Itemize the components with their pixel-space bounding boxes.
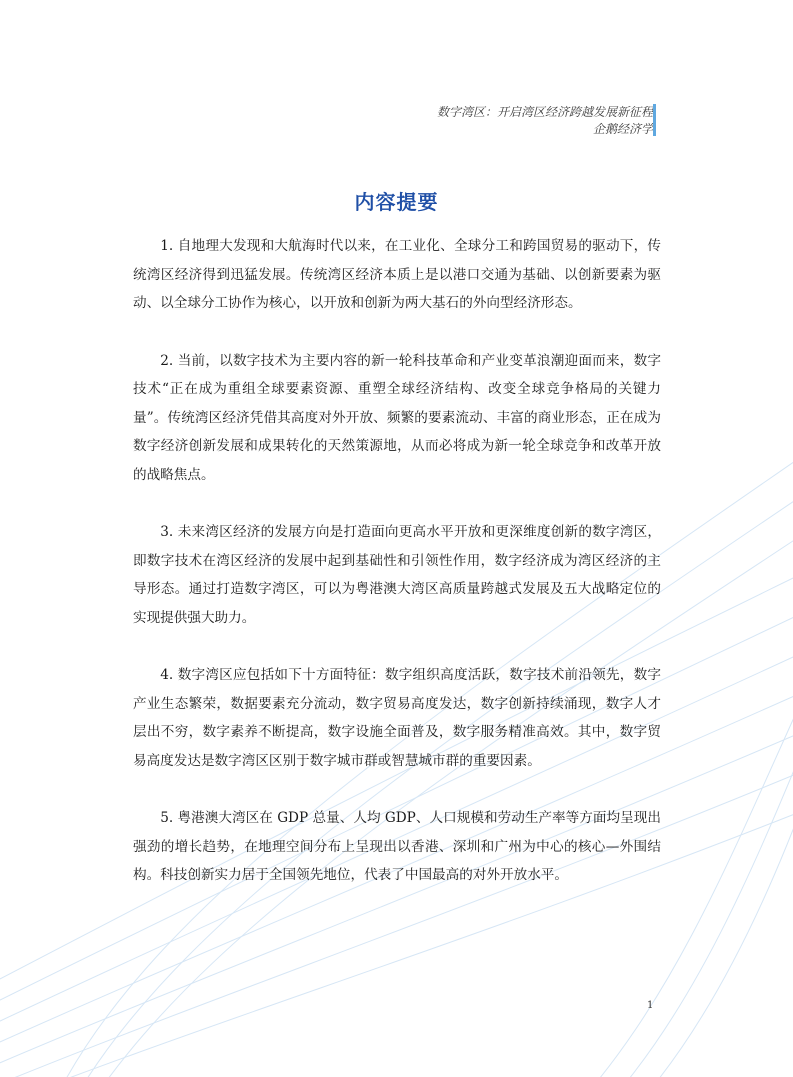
- summary-paragraph-4: 4. 数字湾区应包括如下十方面特征：数字组织高度活跃，数字技术前沿领先，数字产业生态繁荣，数据要素充分流动，数字贸易高度发达，数字创新持续涌现，数字人才层出不穷，数字素养不断提高，数字设施全面普及，数字服务精准高效。其中，数字贸易高度发达是数字湾区区别于数字城市群或智慧城市群的重要因素。: [133, 667, 661, 769]
- summary-paragraph-2: 2. 当前，以数字技术为主要内容的新一轮科技革命和产业变革浪潮迎面而来，数字技术“正在成为重组全球要素资源、重塑全球经济结构、改变全球竞争格局的关键力量”。传统湾区经济凭借其高度对外开放、频繁的要素流动、丰富的商业形态，正在成为数字经济创新发展和成果转化的天然策源地，从而必将成为新一轮全球竞争和改革开放的战略焦点。: [133, 352, 661, 483]
- report-title: 数字湾区：开启湾区经济跨越发展新征程: [436, 105, 653, 119]
- summary-content: [133, 232, 661, 919]
- publisher-name: 企鹅经济学: [592, 122, 653, 136]
- summary-paragraph-5: 5. 粤港澳大湾区在 GDP 总量、人均 GDP、人口规模和劳动生产率等方面均呈现出强劲的增长趋势，在地理空间分布上呈现出以香港、深圳和广州为中心的核心—外围结构。科技创新实力居于全国领先地位，代表了中国最高的对外开放水平。: [133, 810, 661, 883]
- header-accent-bar: [653, 104, 656, 136]
- running-header: [437, 104, 653, 138]
- page-title: 内容提要: [354, 190, 439, 214]
- page-number: 1: [647, 1000, 654, 1011]
- summary-paragraph-3: 3. 未来湾区经济的发展方向是打造面向更高水平开放和更深维度创新的数字湾区，即数字技术在湾区经济的发展中起到基础性和引领性作用，数字经济成为湾区经济的主导形态。通过打造数字湾区，可以为粤港澳大湾区高质量跨越式发展及五大战略定位的实现提供强大助力。: [133, 524, 661, 626]
- summary-paragraph-1: 1. 自地理大发现和大航海时代以来，在工业化、全球分工和跨国贸易的驱动下，传统湾区经济得到迅猛发展。传统湾区经济本质上是以港口交通为基础、以创新要素为驱动、以全球分工协作为核心，以开放和创新为两大基石的外向型经济形态。: [133, 238, 661, 311]
